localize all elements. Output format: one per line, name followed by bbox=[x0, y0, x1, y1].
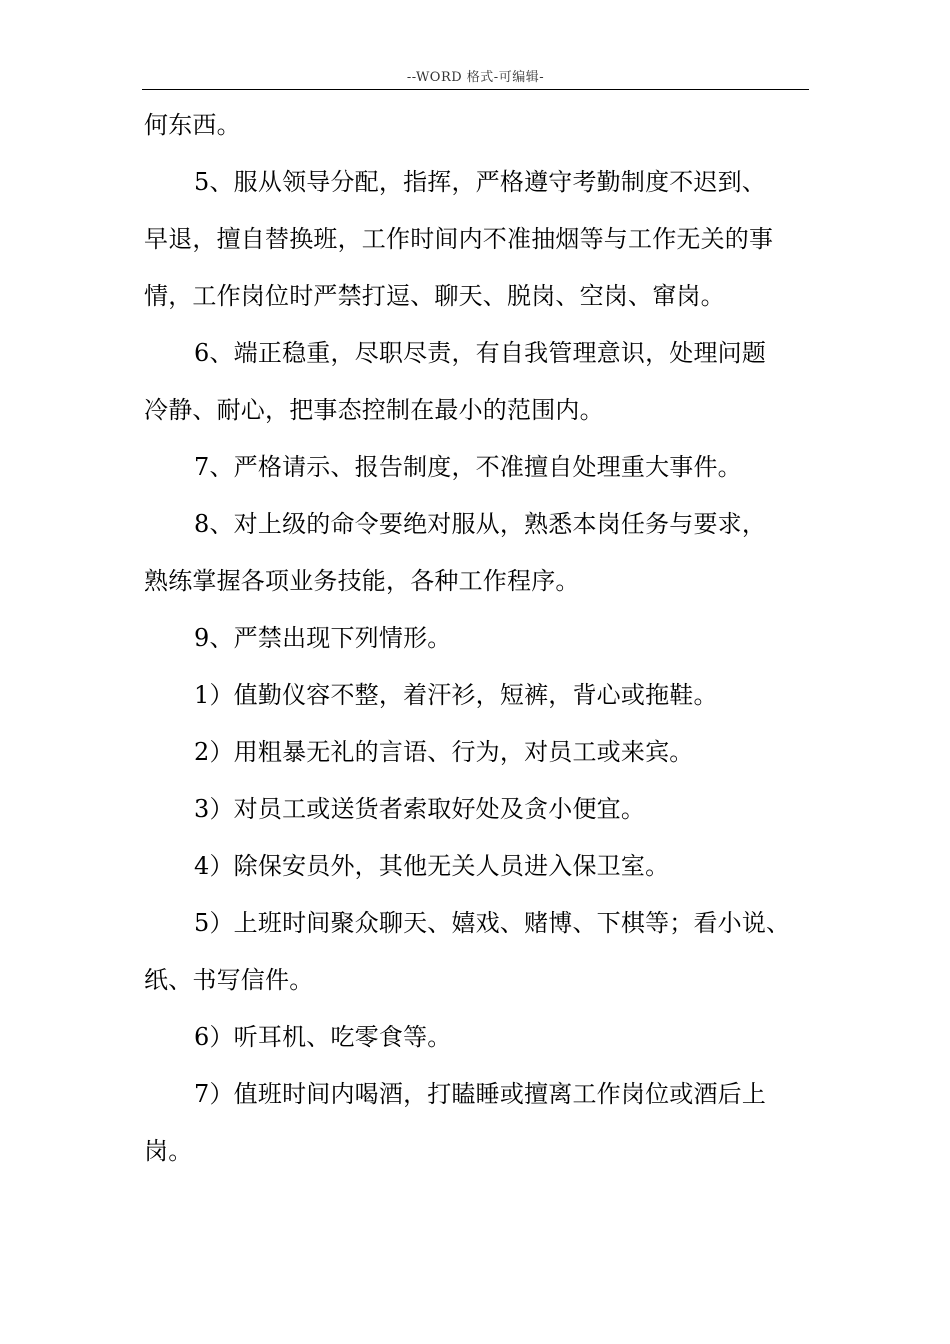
list-item-continuation: 纸、书写信件。 bbox=[144, 966, 314, 994]
paragraph-line: 7、严格请示、报告制度，不准擅自处理重大事件。 bbox=[194, 453, 742, 481]
list-item: 1）值勤仪容不整，着汗衫，短裤，背心或拖鞋。 bbox=[194, 681, 718, 709]
paragraph-line: 9、严禁出现下列情形。 bbox=[194, 624, 452, 652]
paragraph-line: 冷静、耐心，把事态控制在最小的范围内。 bbox=[144, 396, 604, 424]
list-item: 2）用粗暴无礼的言语、行为，对员工或来宾。 bbox=[194, 738, 694, 766]
paragraph-line: 6、端正稳重，尽职尽责，有自我管理意识，处理问题 bbox=[194, 339, 767, 367]
list-item: 7）值班时间内喝酒，打瞌睡或擅离工作岗位或酒后上 bbox=[194, 1080, 767, 1108]
header-divider bbox=[142, 89, 809, 90]
list-item: 4）除保安员外，其他无关人员进入保卫室。 bbox=[194, 852, 670, 880]
paragraph-line: 8、对上级的命令要绝对服从，熟悉本岗任务与要求， bbox=[194, 510, 767, 538]
paragraph-line: 早退，擅自替换班，工作时间内不准抽烟等与工作无关的事 bbox=[144, 225, 774, 253]
list-item-continuation: 岗。 bbox=[144, 1137, 193, 1165]
list-item: 6）听耳机、吃零食等。 bbox=[194, 1023, 452, 1051]
page-header: --WORD 格式-可编辑- bbox=[406, 70, 545, 85]
paragraph-line: 何东西。 bbox=[144, 111, 241, 139]
paragraph-line: 5、服从领导分配，指挥，严格遵守考勤制度不迟到、 bbox=[194, 168, 767, 196]
list-item: 3）对员工或送货者索取好处及贪小便宜。 bbox=[194, 795, 646, 823]
list-item: 5）上班时间聚众聊天、嬉戏、赌博、下棋等；看小说、 bbox=[194, 909, 791, 937]
document-body bbox=[144, 103, 812, 1186]
paragraph-line: 熟练掌握各项业务技能，各种工作程序。 bbox=[144, 567, 580, 595]
paragraph-line: 情，工作岗位时严禁打逗、聊天、脱岗、空岗、窜岗。 bbox=[144, 282, 725, 310]
